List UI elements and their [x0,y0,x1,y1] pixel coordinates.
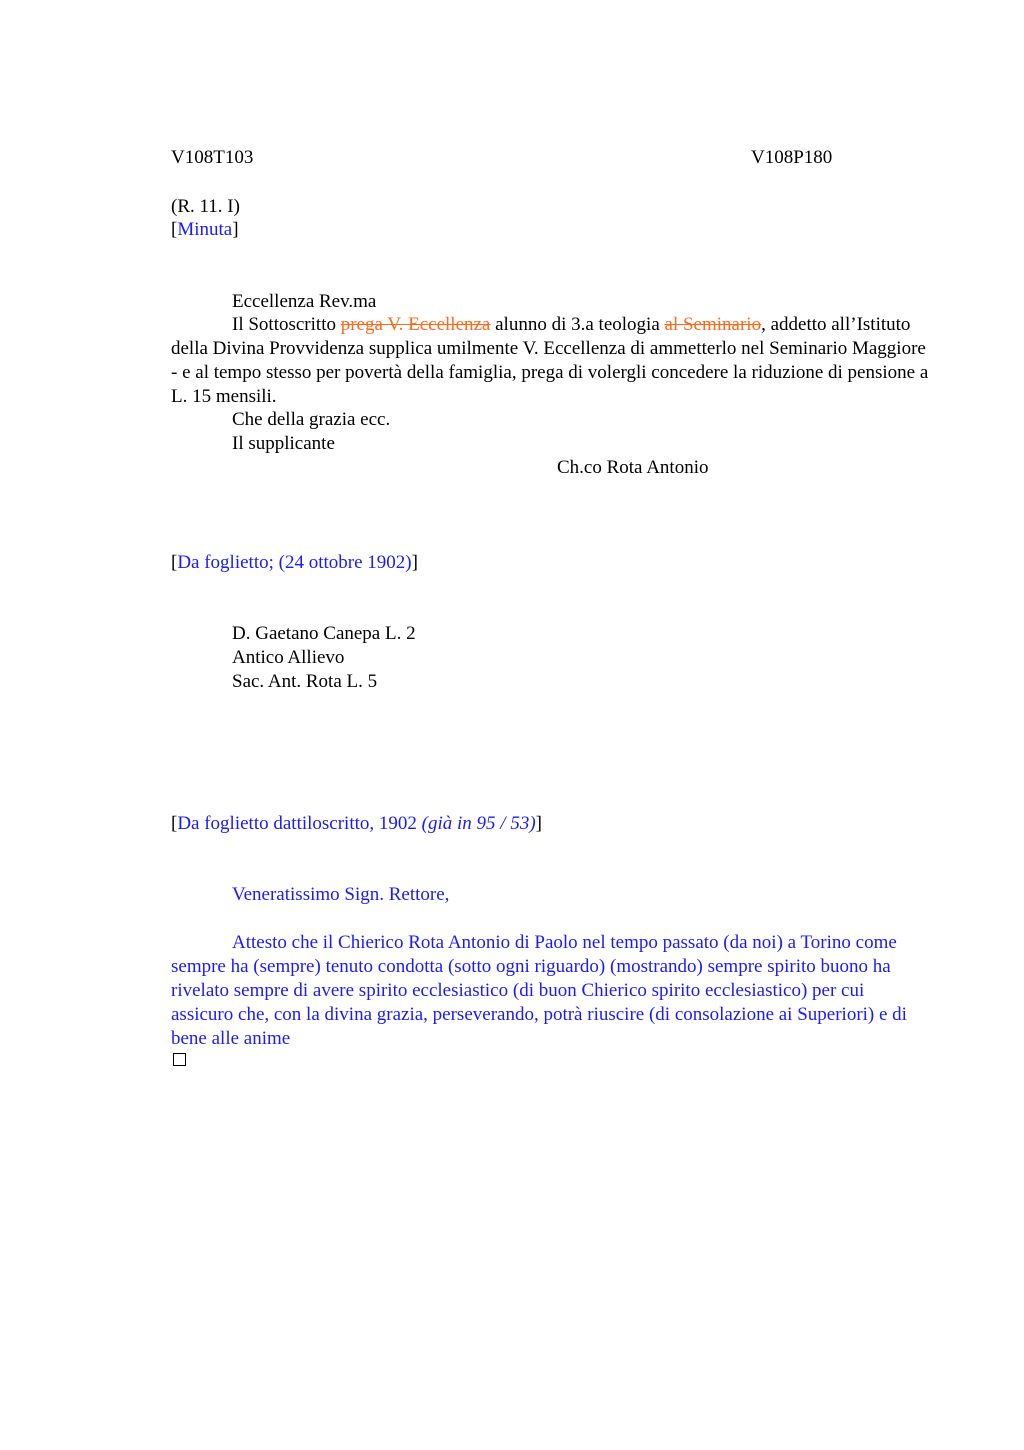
letter-closing-1: Che della grazia ecc. [232,409,391,430]
section2-label: Da foglietto; (24 ottobre 1902) [177,552,412,573]
bracket-open: [ [171,813,178,834]
bracket-close: ] [232,219,239,240]
section2-line-3: Sac. Ant. Rota L. 5 [232,671,378,692]
section2-line-1: D. Gaetano Canepa L. 2 [232,623,416,644]
left-document-code: V108T103 [171,147,254,168]
archive-reference: (R. 11. I) [171,196,240,217]
section2-heading [171,551,418,575]
section3-salutation: Veneratissimo Sign. Rettore, [232,884,450,905]
right-document-code: V108P180 [751,147,833,168]
letter-body [171,313,931,409]
letter-body-part-2: alunno di 3.a teologia [490,314,665,335]
struck-text-1: prega V. Eccellenza [340,314,491,335]
section3-label-italic: (già in 95 / 53) [421,813,536,834]
bracket-open: [ [171,219,178,240]
bracket-open: [ [171,552,178,573]
section3-body: Attesto che il Chierico Rota Antonio di Paolo nel tempo passato (da noi) a Torino come sempre ha (sempre) tenuto condotta (sotto ogni riguardo) (mostrando) sempre spirito buono ha rivelato sempre di avere spirito ecclesiastico (di buon Chierico spirito ecclesiastico) per cui assicuro che, con la divina grazia, perseverando, potrà riuscire (di consolazione ai Superiori) e di bene alle anime [171,932,907,1049]
minuta-note [171,218,239,242]
letter-body-part-3: , addetto all’Istituto della Divina Provvidenza supplica umilmente V. Eccellenza di ammetterlo nel Seminario Maggiore - e al tempo stesso per povertà della famiglia, prega di volergli concedere la riduzione di pensione a L. 15 mensili. [171,314,929,407]
bracket-close: ] [411,552,418,573]
letter-body-part-1: Il Sottoscritto [232,314,341,335]
letter-salutation: Eccellenza Rev.ma [232,291,377,312]
section3-label: Da foglietto dattiloscritto, 1902 [177,813,422,834]
bracket-close: ] [535,813,542,834]
letter-signature: Ch.co Rota Antonio [557,457,709,478]
empty-square-icon [173,1053,186,1066]
letter-closing-2: Il supplicante [232,433,335,454]
section3-heading [171,812,542,836]
struck-text-2: al Seminario [664,314,762,335]
section2-line-2: Antico Allievo [232,647,345,668]
minuta-label: Minuta [177,219,233,240]
